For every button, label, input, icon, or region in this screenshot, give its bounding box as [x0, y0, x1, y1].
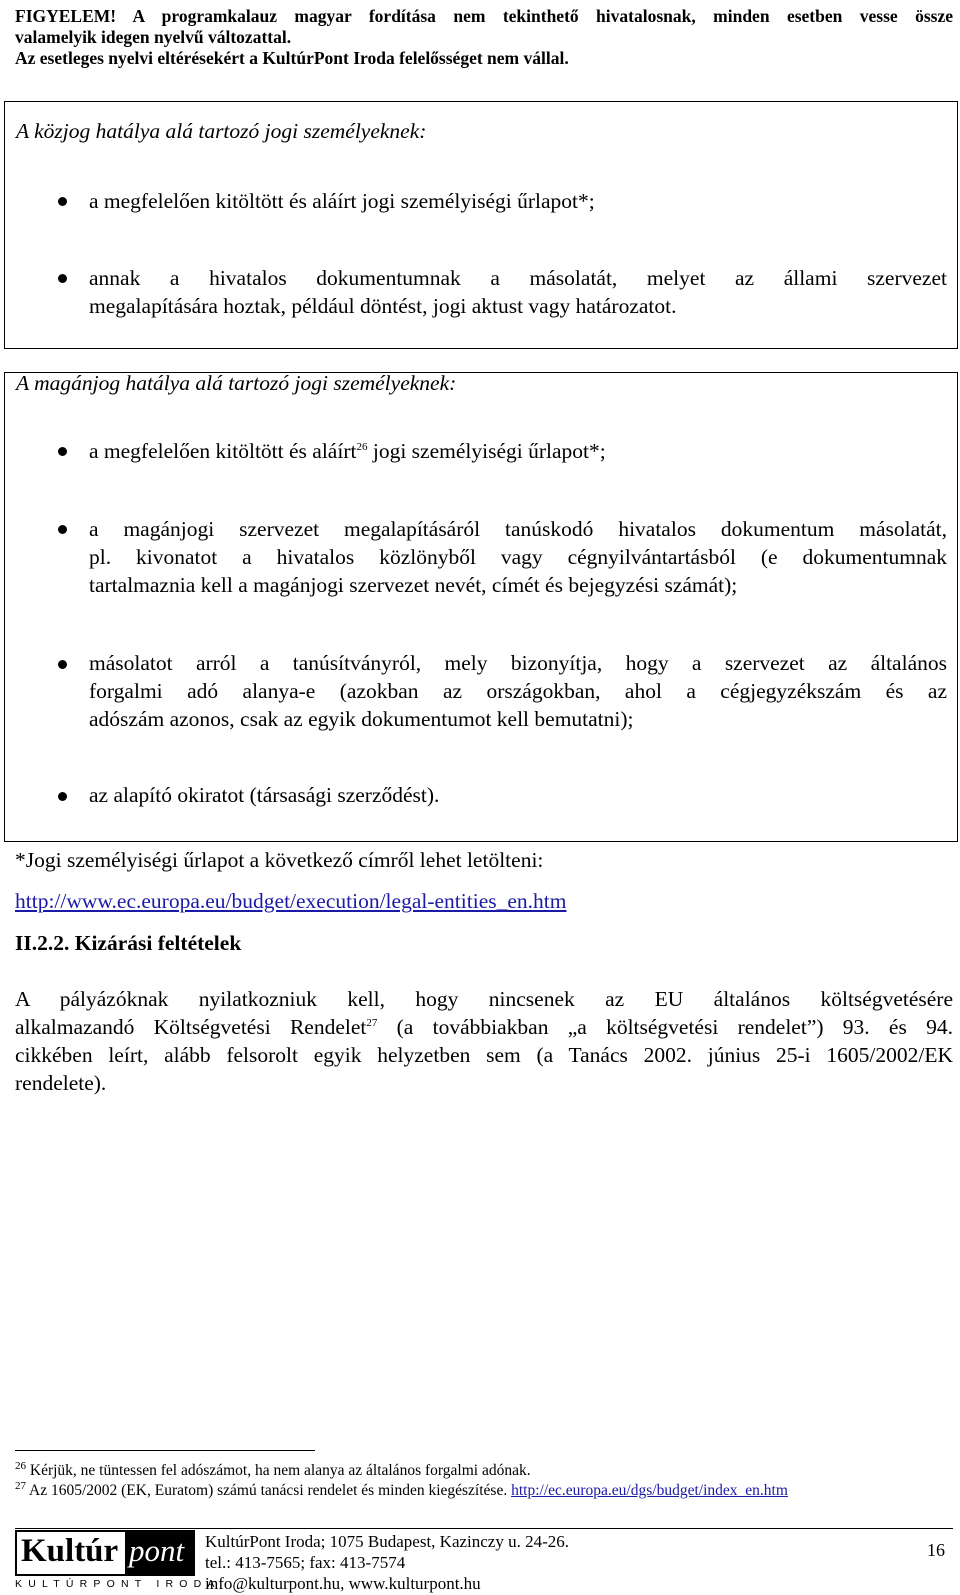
disclaimer	[15, 6, 953, 69]
bullet-icon	[58, 792, 67, 801]
bullet-icon	[58, 525, 67, 534]
private-law-item-4: az alapító okiratot (társasági szerződést).	[89, 783, 440, 807]
footer-address: KultúrPont Iroda; 1075 Budapest, Kazinczy u. 24-26.	[205, 1532, 570, 1551]
public-law-box	[4, 101, 958, 349]
disclaimer-line-3: Az esetleges nyelvi eltérésekért a KultúrPont Iroda felelősséget nem vállal.	[15, 48, 569, 68]
budget-link[interactable]: http://ec.europa.eu/dgs/budget/index_en.htm	[511, 1482, 788, 1499]
disclaimer-line-2: valamelyik idegen nyelvű változattal.	[15, 27, 292, 47]
legal-entities-link[interactable]: http://www.ec.europa.eu/budget/execution/legal-entities_en.htm	[15, 889, 567, 913]
bullet-icon	[58, 447, 67, 456]
public-law-item-1: a megfelelően kitöltött és aláírt jogi személyiségi űrlapot*;	[89, 189, 595, 213]
bullet-icon	[58, 197, 67, 206]
footnote-26: $^{26}$ Kérjük, ne tüntessen fel adószámot, ha nem alanya az általános forgalmi adónak.	[15, 1459, 531, 1479]
footer-separator	[15, 1528, 953, 1529]
public-law-item-2: annak a hivatalos dokumentumnak a másolatát, melyet az állami szervezet megalapítására hoztak, például döntést, jogi aktust vagy határozatot.	[89, 266, 947, 318]
private-law-item-1: a megfelelően kitöltött és aláírt$^{26}$ jogi személyiségi űrlapot*;	[89, 439, 606, 463]
private-law-box	[4, 372, 958, 842]
private-law-item-3: másolatot arról a tanúsítványról, mely bizonyítja, hogy a szervezet az általános forgalmi adó alanya-e (azokban az országokban, ahol a cégjegyzékszám és az adószám azonos, csak az egyik dokumentumot kell bemutatni);	[89, 651, 947, 731]
private-law-title: A magánjog hatálya alá tartozó jogi személyeknek:	[16, 371, 457, 395]
footnote-27: $^{27}$ Az 1605/2002 (EK, Euratom) számú tanácsi rendelet és minden kiegészítése. http://ec.europa.eu/dgs/budget/index_en.htm	[15, 1479, 788, 1499]
bullet-icon	[58, 660, 67, 669]
private-law-item-2: a magánjogi szervezet megalapításáról tanúskodó hivatalos dokumentum másolatát, pl. kivonatot a hivatalos közlönyből vagy cégnyilvántartásból (e dokumentumnak tartalmaznia kell a magánjogi szervezet nevét, címét és bejegyzési számát);	[89, 517, 947, 597]
bullet-icon	[58, 274, 67, 283]
page-number: 16	[927, 1540, 945, 1560]
exclusion-paragraph: A pályázóknak nyilatkozniuk kell, hogy nincsenek az EU általános költségvetésére alkalmazandó Költségvetési Rendelet$^{27}$ (a továbbiakban „a költségvetési rendelet”) 93. és 94. cikkében leírt, alább felsorolt egyik helyzetben sem (a Tanács 2002. június 25-i 1605/2002/EK rendelete).	[15, 987, 953, 1095]
footer-contact: info@kulturpont.hu, www.kulturpont.hu	[205, 1574, 481, 1593]
disclaimer-line-1: FIGYELEM! A programkalauz magyar fordítása nem tekinthető hivatalosnak, minden esetben vesse össze	[15, 6, 953, 26]
footnote-separator	[15, 1450, 315, 1451]
footer-phone: tel.: 413-7565; fax: 413-7574	[205, 1553, 406, 1572]
kulturpont-logo: Kultúr pont KULTÚRPONT IRODA	[15, 1530, 195, 1592]
section-heading: II.2.2. Kizárási feltételek	[15, 931, 242, 955]
form-note: *Jogi személyiségi űrlapot a következő címről lehet letölteni:	[15, 848, 544, 872]
public-law-title: A közjog hatálya alá tartozó jogi személyeknek:	[16, 119, 427, 143]
